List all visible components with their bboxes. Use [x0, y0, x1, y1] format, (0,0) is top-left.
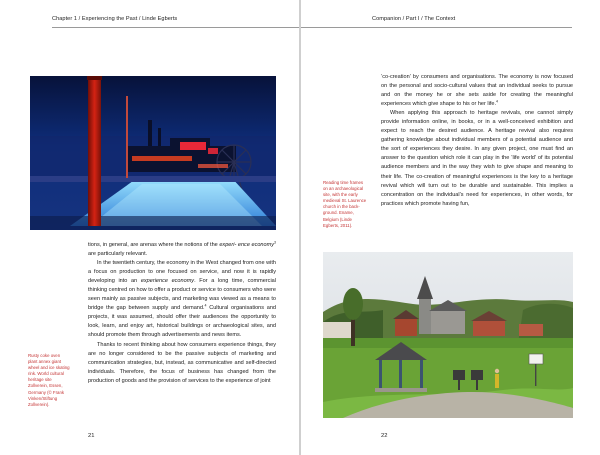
footnote-ref: 4 — [204, 304, 207, 309]
caption-line: church in the back- — [323, 204, 360, 210]
text-span: of meaningful experiences is the key to a heritage revival — [381, 173, 574, 189]
text-span: tions, in general, are arenas where the notions of the — [88, 242, 220, 248]
text-span: wish to give shape and meaning to their life. The co-creation — [381, 164, 574, 180]
text-span: which will turn out to be durable and sustainable. This implies — [400, 182, 567, 189]
figure-caption-right — [323, 180, 375, 229]
text-span: as communicative and self-directed individuals. Therefore, — [88, 359, 276, 375]
text-span: In the twentieth century, the economy in the West changed — [97, 260, 242, 267]
italic-text: economy — [171, 278, 195, 285]
text-span: service, and now it is rapidly developing into an — [88, 269, 277, 285]
text-span: sets aside for creating the meaningful experiences which give — [381, 92, 574, 108]
text-span: seen mainly as passive subjects, and marketing was viewed — [88, 296, 239, 303]
figure-photo-coke-plant — [30, 76, 276, 230]
caption-line: ground. Ename, — [323, 210, 354, 216]
italic-text: experience — [140, 278, 168, 285]
paragraph-p2 — [88, 259, 276, 340]
body-text-left — [88, 241, 276, 386]
caption-line: rink. World cultural — [28, 371, 64, 377]
paragraph-p3 — [88, 341, 276, 386]
text-span: how to offer a product or service to consumers who were — [136, 287, 276, 294]
text-span: promote them through advertisements and news items. — [105, 332, 242, 339]
text-span: of marketing and communication strategies, but, instead, — [88, 350, 276, 366]
figure-caption-left — [28, 353, 78, 408]
paragraph-p2 — [381, 109, 573, 209]
text-span: art, historical buildings or archaeological sites, and should — [88, 323, 277, 339]
text-span: shape to his or her life. — [439, 101, 497, 108]
paragraph-p1 — [381, 73, 573, 109]
caption-line: Zollverein, Essen, — [28, 383, 63, 389]
caption-line: plant annex giant — [28, 359, 62, 365]
footnote-ref: 3 — [274, 240, 276, 245]
text-span: Thanks to recent thinking about how consumers experience — [97, 341, 246, 348]
text-span: cannot simply provide information online, in books, or in a — [381, 110, 573, 126]
caption-line: heritage site — [28, 377, 52, 383]
text-span: Cultural organisations and projects, it was assumed, should — [88, 305, 277, 321]
text-span: as a means to bridge the gap between supply and demand. — [88, 296, 276, 312]
text-span: of experiences they desire. In any given project, one must find — [402, 146, 565, 153]
text-span: ‘co-creation’ by consumers and organisations. The economy — [381, 74, 533, 80]
text-span: offer their audiences the opportunity to look, learn, and enjoy — [88, 314, 276, 330]
caption-line: medieval St. Laurence — [323, 198, 367, 204]
footnote-ref: 4 — [496, 99, 499, 104]
text-span: world’ of its potential audience members and in the way they — [381, 155, 573, 171]
caption-line: Reading time frames — [323, 180, 364, 185]
right-page — [301, 0, 600, 455]
text-span: When applying this approach to heritage revivals, one — [390, 110, 535, 117]
figure-photo-village-church — [323, 252, 573, 418]
text-span: things, they are no longer considered to be the passive subjects — [88, 341, 277, 357]
left-page — [0, 0, 299, 455]
running-head-right: Companion / Part I / The Context — [372, 16, 456, 22]
text-span: the focus of business has changed from the production of — [88, 368, 276, 384]
paragraph-p1 — [88, 241, 276, 259]
text-span: about individual members of a potential audience and the sort — [381, 137, 573, 153]
caption-line: Belgium (Linde — [323, 216, 352, 222]
header-rule — [52, 27, 299, 28]
caption-line: wheel and ice skating — [28, 365, 70, 371]
page-number-right: 22 — [381, 433, 388, 439]
text-span: an individual seeks to pursue and on the money he or she — [381, 83, 573, 99]
caption-line: Zollverein). — [28, 401, 50, 407]
text-span: are particularly relevant. — [88, 251, 148, 258]
text-span: an answer to the question which role it can play in the ‘life — [381, 146, 574, 162]
caption-line: Germany (© Frank — [28, 389, 65, 395]
text-span: a concentration on the individual’s need for experiences, — [381, 182, 574, 198]
text-span: well-conceived exhibition and expect to reach the desired — [381, 119, 573, 135]
text-span: goods and the provision of services to the experience of joint — [121, 377, 271, 384]
text-span: from one with a focus on production to one focused on — [88, 260, 276, 276]
body-text-right — [381, 73, 573, 209]
caption-line: site, with the early — [323, 192, 358, 198]
text-span: is now focused on the personal and socio-cultural values that — [381, 74, 573, 90]
header-rule — [301, 27, 572, 28]
caption-line: Egberts, 2011). — [323, 222, 353, 228]
page-number-left: 21 — [88, 433, 95, 439]
italic-text: experi- — [219, 242, 237, 248]
caption-line: Vinken/Stiftung — [28, 395, 58, 401]
text-span: . For a long time, commercial thinking centred on — [88, 278, 276, 294]
caption-line: Rusty coke oven — [28, 353, 61, 358]
caption-line: on an archaeological — [323, 186, 364, 192]
italic-text: ence economy — [237, 242, 274, 248]
running-head-left: Chapter 1 / Experiencing the Past / Linde Egberts — [52, 16, 178, 22]
text-span: audience. A heritage revival also requires gathering knowledge — [381, 128, 573, 144]
text-span: in other words, for practices which promote having fun, — [381, 191, 573, 207]
